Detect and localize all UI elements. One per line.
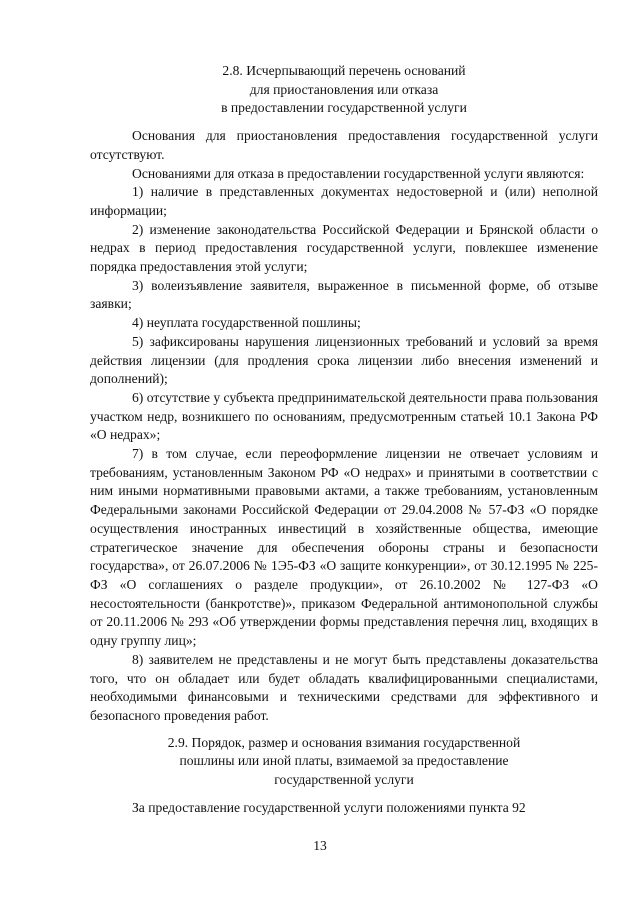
section-heading-2-8 xyxy=(90,62,598,118)
list-item: 8) заявителем не представлены и не могут быть представлены доказательства того, что он обладает или будет обладать квалифицированными специалистами, необходимыми финансовыми и техническими средствами для эффективного и безопасного проведения работ. xyxy=(90,651,598,723)
paragraph: За предоставление государственной услуги положениями пункта 92 xyxy=(132,799,526,815)
list-item: 7) в том случае, если переоформление лицензии не отвечает условиям и требованиям, установленным Законом РФ «О недрах» и принятыми в соответствии с ним иными нормативными правовыми актами, а также требованиям, установленным Федеральными законами Российской Федерации от 29.04.2008 № 57-ФЗ «О порядке осуществления иностранных инвестиций в хозяйственные общества, имеющие стратегическое значение для обеспечения обороны страны и безопасности государства», от 26.07.2006 № 1Э5-ФЗ «О защите конкуренции», от 30.12.1995 № 225-ФЗ «О соглашениях о разделе продукции», от 26.10.2002 № 127-ФЗ «О несостоятельности (банкротстве)», приказом Федеральной антимонопольной службы от 20.11.2006 № 293 «Об утверждении формы представления перечня лиц, входящих в одну группу лиц»; xyxy=(90,446,598,649)
heading-line: для приостановления или отказа xyxy=(249,81,439,97)
heading-line: 2.9. Порядок, размер и основания взимания государственной xyxy=(167,734,521,750)
document-page xyxy=(90,62,598,817)
heading-line: государственной услуги xyxy=(274,772,414,788)
paragraph: Основаниями для отказа в предоставлении государственной услуги являются: xyxy=(132,165,585,181)
page-number: 13 xyxy=(313,838,327,853)
heading-line: в предоставлении государственной услуги xyxy=(221,100,467,116)
list-item: 4) неуплата государственной пошлины; xyxy=(132,315,361,331)
list-item: 3) волеизъявление заявителя, выраженное в письменной форме, об отзыве заявки; xyxy=(90,277,598,312)
heading-line: пошлины или иной платы, взимаемой за предоставление xyxy=(179,753,509,769)
section-heading-2-9 xyxy=(90,734,598,790)
list-item: 6) отсутствие у субъекта предпринимательской деятельности права пользования участком недр, возникшего по основаниям, предусмотренным статьей 10.1 Закона РФ «О недрах»; xyxy=(90,389,598,443)
heading-line: 2.8. Исчерпывающий перечень оснований xyxy=(222,63,466,78)
list-item: 1) наличие в представленных документах недостоверной и (или) неполной информации; xyxy=(90,184,598,218)
list-item: 2) изменение законодательства Российской Федерации и Брянской области о недрах в период предоставления государственной услуги, повлекшее изменение порядка предоставления этой услуги; xyxy=(90,221,598,275)
list-item: 5) зафиксированы нарушения лицензионных требований и условий за время действия лицензии (для продления срока лицензии либо внесения изменений и дополнений); xyxy=(90,333,598,387)
paragraph: Основания для приостановления предоставления государственной услуги отсутствуют. xyxy=(90,128,598,162)
